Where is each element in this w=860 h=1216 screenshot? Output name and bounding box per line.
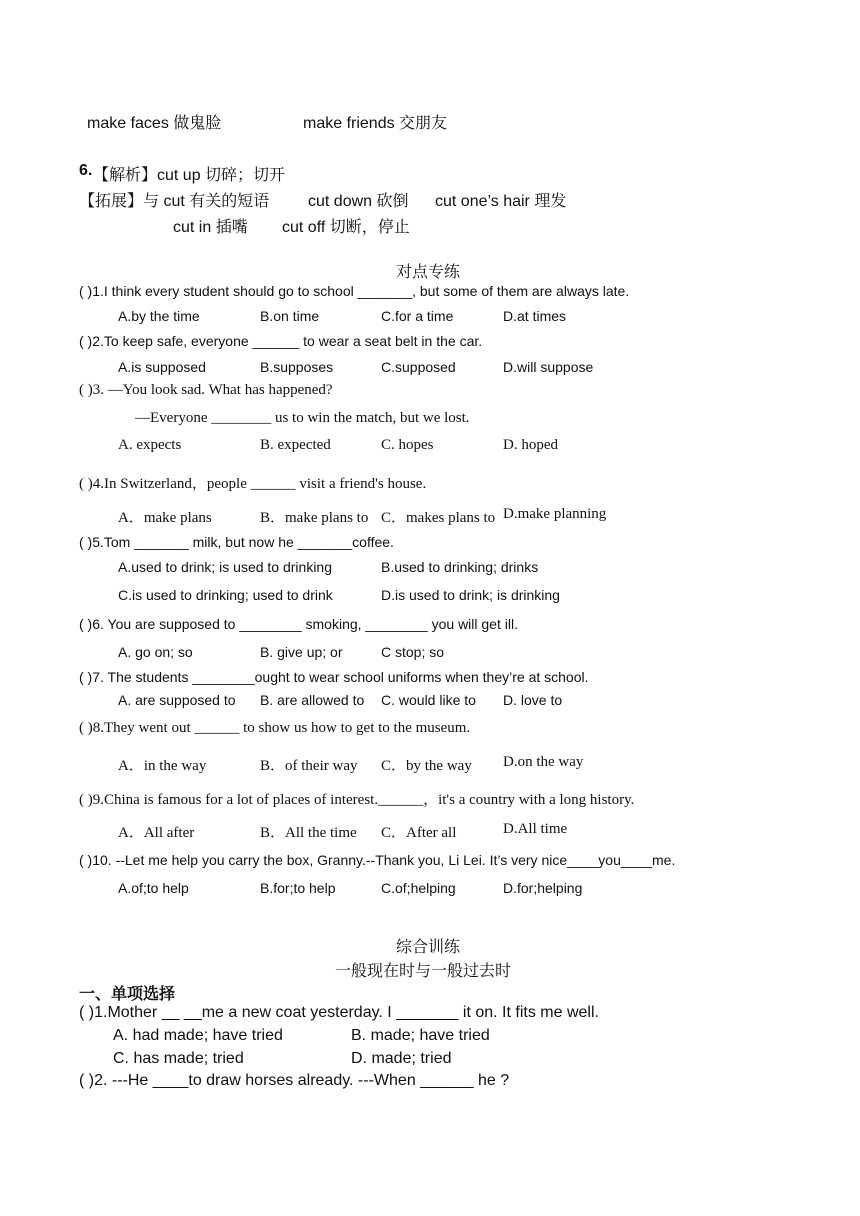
option-d: D. made; tried <box>351 1050 452 1067</box>
question-stem: ( )5.Tom _______ milk, but now he _______coffee. <box>79 534 394 550</box>
option-c: C. would like to <box>381 692 476 708</box>
question-stem-line2: —Everyone ________ us to win the match, but we lost. <box>135 410 470 426</box>
option-b: B.supposes <box>260 359 334 375</box>
option-c: C.supposed <box>381 359 456 375</box>
option-b: B.on time <box>260 308 320 324</box>
option-d: D.at times <box>503 308 567 324</box>
option-c: C.of;helping <box>381 880 456 896</box>
option-d: D.for;helping <box>503 880 583 896</box>
option-b: B. expected <box>260 437 331 453</box>
option-a: A. are supposed to <box>118 692 236 708</box>
option-c: C.is used to drinking; used to drink <box>118 587 333 603</box>
section-subtitle: 一般现在时与一般过去时 <box>335 963 512 980</box>
question-stem: ( )9.China is famous for a lot of places of interest.______，it's a country with a long history. <box>79 792 635 808</box>
option-c: C．makes plans to <box>381 510 496 526</box>
phrase-cut-hair: cut one’s hair 理发 <box>435 193 567 210</box>
option-a: A. go on; so <box>118 644 193 660</box>
option-d: D.on the way <box>503 754 584 770</box>
option-c: C. has made; tried <box>113 1050 244 1067</box>
question-stem: ( )10. --Let me help you carry the box, Granny.--Thank you, Li Lei. It’s very nice____you____me. <box>79 852 676 868</box>
option-b: B．All the time <box>260 825 357 841</box>
option-a: A.is supposed <box>118 359 206 375</box>
phrase-cut-down: cut down 砍倒 <box>308 193 409 210</box>
question-stem: ( )1.I think every student should go to school _______, but some of them are always late. <box>79 283 630 299</box>
option-a: A.by the time <box>118 308 200 324</box>
section-title: 综合训练 <box>396 939 461 956</box>
option-b: B. give up; or <box>260 644 343 660</box>
option-c: C stop; so <box>381 644 445 660</box>
option-a: A.of;to help <box>118 880 189 896</box>
option-c: C．by the way <box>381 758 472 774</box>
option-d: D.will suppose <box>503 359 594 375</box>
option-b: B.used to drinking; drinks <box>381 559 539 575</box>
option-d: D. love to <box>503 692 563 708</box>
option-d: D.make planning <box>503 506 607 522</box>
question-stem: ( )8.They went out ______ to show us how to get to the museum. <box>79 720 471 736</box>
question-stem: ( )3. —You look sad. What has happened? <box>79 382 333 398</box>
phrase-cut-off: cut off 切断，停止 <box>282 219 410 236</box>
option-a: A. had made; have tried <box>113 1027 283 1044</box>
option-a: A．All after <box>118 825 195 841</box>
option-d: D.All time <box>503 821 568 837</box>
section-title: 对点专练 <box>396 264 461 281</box>
option-d: D.is used to drink; is drinking <box>381 587 560 603</box>
phrase-cut-in: cut in 插嘴 <box>173 219 248 236</box>
extension-label: 【拓展】与 cut 有关的短语 <box>79 193 270 210</box>
question-stem: ( )1.Mother __ __me a new coat yesterday. I _______ it on. It fits me well. <box>79 1004 599 1021</box>
option-a: A.used to drink; is used to drinking <box>118 559 333 575</box>
option-a: A．make plans <box>118 510 212 526</box>
option-c: C．After all <box>381 825 457 841</box>
question-stem: ( )2. ---He ____to draw horses already. ---When ______ he ? <box>79 1072 510 1089</box>
question-stem: ( )2.To keep safe, everyone ______ to wear a seat belt in the car. <box>79 333 483 349</box>
option-b: B．of their way <box>260 758 358 774</box>
phrase-make-faces: make faces 做鬼脸 <box>87 115 222 132</box>
option-c: C.for a time <box>381 308 454 324</box>
option-b: B．make plans to <box>260 510 369 526</box>
phrase-make-friends: make friends 交朋友 <box>303 115 448 132</box>
question-stem: ( )7. The students ________ought to wear school uniforms when they’re at school. <box>79 669 589 685</box>
option-b: B.for;to help <box>260 880 336 896</box>
question-stem: ( )4.In Switzerland，people ______ visit a friend's house. <box>79 476 427 492</box>
item-number: 6. <box>79 162 93 179</box>
option-d: D. hoped <box>503 437 558 453</box>
option-b: B. made; have tried <box>351 1027 490 1044</box>
option-a: A．in the way <box>118 758 207 774</box>
question-stem: ( )6. You are supposed to ________ smoking, ________ you will get ill. <box>79 616 518 632</box>
option-b: B. are allowed to <box>260 692 365 708</box>
option-a: A. expects <box>118 437 182 453</box>
option-c: C. hopes <box>381 437 434 453</box>
part-heading: 一、单项选择 <box>79 986 176 1003</box>
analysis-line: 【解析】cut up 切碎；切开 <box>93 167 286 184</box>
